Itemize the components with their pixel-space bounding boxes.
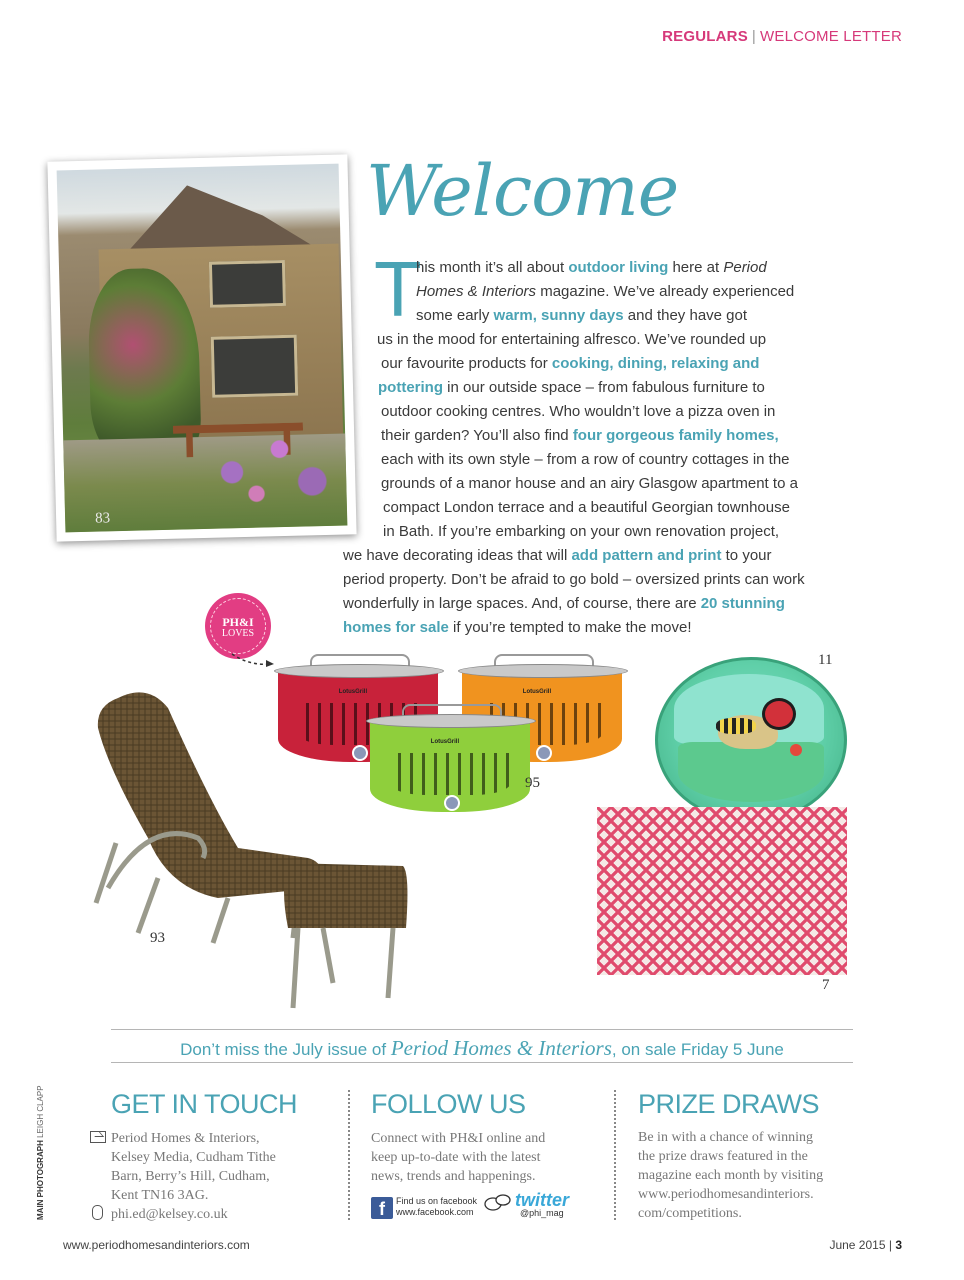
photo-page-ref: 83	[94, 510, 111, 527]
mail-icon	[90, 1131, 106, 1143]
chair-page-ref: 93	[150, 930, 165, 946]
body-line	[381, 424, 779, 448]
rug-page-ref: 7	[822, 977, 830, 993]
header-separator: |	[751, 28, 757, 45]
body-text-segment: in our outside space – from fabulous furniture to	[443, 379, 765, 396]
highlight-phrase: outdoor living	[568, 259, 669, 276]
footer-date	[829, 1238, 902, 1252]
plate-page-ref: 11	[818, 652, 833, 668]
body-line	[383, 496, 790, 520]
main-photograph	[57, 164, 348, 533]
prize-line: com/competitions.	[638, 1206, 742, 1221]
body-text-segment: in Bath. If you’re embarking on your own renovation project,	[383, 523, 780, 540]
prize-draws-title: PRIZE DRAWS	[638, 1089, 820, 1119]
address-line: Kent TN16 3AG.	[111, 1188, 209, 1203]
body-text-segment: magazine. We’ve already experienced	[536, 283, 795, 300]
body-text-segment: each with its own style – from a row of country cottages in the	[381, 451, 790, 468]
phi-loves-badge	[205, 593, 271, 659]
highlight-phrase: four gorgeous family homes,	[572, 427, 779, 444]
welcome-title: Welcome	[366, 150, 679, 232]
grill-knob-icon	[536, 745, 552, 761]
next-issue-banner	[111, 1029, 853, 1063]
body-text-segment: period property. Don’t be afraid to go bold – oversized prints can work	[343, 571, 805, 588]
main-photograph-frame	[47, 154, 356, 541]
facebook-link[interactable]	[396, 1196, 477, 1218]
body-text-segment: we have decorating ideas that will	[343, 547, 572, 564]
follow-line: keep up-to-date with the latest	[371, 1150, 541, 1165]
banner-prefix: Don’t miss the July issue of	[180, 1040, 391, 1059]
body-line	[343, 592, 785, 616]
body-line	[381, 352, 759, 376]
prize-line: www.periodhomesandinteriors.	[638, 1187, 814, 1202]
banner-text	[111, 1036, 853, 1061]
body-text-segment: his month it’s all about	[416, 259, 569, 276]
address-line: Period Homes & Interiors,	[111, 1131, 260, 1146]
credit-label: MAIN PHOTOGRAPH	[36, 1140, 45, 1220]
address-line: Kelsey Media, Cudham Tithe	[111, 1150, 276, 1165]
lotus-grill	[370, 710, 530, 822]
body-line	[416, 256, 767, 280]
get-in-touch-title: GET IN TOUCH	[111, 1089, 298, 1119]
photo-window	[211, 335, 298, 398]
body-line	[381, 472, 798, 496]
highlight-phrase: warm, sunny days	[493, 307, 624, 324]
prize-line: magazine each month by visiting	[638, 1168, 824, 1183]
highlight-phrase: homes for sale	[343, 619, 449, 636]
subsection-label: WELCOME LETTER	[760, 28, 902, 45]
grill-knob-icon	[444, 795, 460, 811]
address-line: Barn, Berry’s Hill, Cudham,	[111, 1169, 270, 1184]
body-line	[381, 400, 775, 424]
body-text-segment: compact London terrace and a beautiful Georgian townhouse	[383, 499, 790, 516]
grill-brand: LotusGrill	[338, 689, 368, 696]
highlight-phrase: cooking, dining, relaxing and	[551, 355, 760, 372]
body-text-segment: their garden? You’ll also find	[381, 427, 573, 444]
patterned-rug	[597, 807, 847, 975]
body-text-segment: to your	[721, 547, 772, 564]
footer-url[interactable]: www.periodhomesandinteriors.com	[63, 1238, 250, 1252]
body-line	[343, 568, 805, 592]
body-text-segment: some early	[416, 307, 494, 324]
highlight-phrase: 20 stunning	[700, 595, 785, 612]
body-line	[416, 280, 794, 304]
column-divider	[614, 1090, 616, 1220]
grill-vents	[389, 753, 511, 796]
follow-line: news, trends and happenings.	[371, 1169, 536, 1184]
footer-sep: |	[888, 1238, 892, 1252]
body-text-segment: Homes & Interiors	[416, 283, 537, 300]
body-text-segment: and they have got	[623, 307, 748, 324]
body-text-segment: Period	[723, 259, 767, 276]
credit-name: LEIGH CLAPP	[36, 1085, 45, 1138]
grill-rim	[274, 664, 444, 678]
footer-date-text: June 2015	[829, 1238, 886, 1252]
badge-line1: PH&I	[222, 615, 254, 629]
body-text-segment: outdoor cooking centres. Who wouldn’t love a pizza oven in	[381, 403, 776, 420]
highlight-phrase: add pattern and print	[571, 547, 722, 564]
grill-brand: LotusGrill	[430, 739, 460, 746]
banner-magazine: Period Homes & Interiors	[390, 1036, 612, 1060]
drop-cap: T	[374, 245, 422, 333]
grill-page-ref: 95	[525, 775, 540, 791]
flower-icon	[790, 744, 802, 756]
bird-head	[762, 698, 796, 730]
banner-suffix: , on sale Friday 5 June	[611, 1040, 784, 1059]
body-line	[378, 376, 765, 400]
body-line	[343, 616, 692, 640]
contact-email[interactable]: phi.ed@kelsey.co.uk	[111, 1207, 228, 1222]
highlight-phrase: pottering	[378, 379, 443, 396]
goldfinch-plate	[655, 657, 847, 823]
section-header	[662, 28, 902, 45]
body-line	[343, 544, 772, 568]
body-line	[416, 304, 747, 328]
photo-flowers	[182, 404, 345, 518]
grill-brand: LotusGrill	[522, 689, 552, 696]
body-line	[381, 448, 790, 472]
badge-line2: LOVES	[221, 628, 255, 639]
follow-us-title: FOLLOW US	[371, 1089, 526, 1119]
prize-body	[638, 1128, 823, 1223]
grill-rim	[366, 714, 536, 728]
prize-line: the prize draws featured in the	[638, 1149, 808, 1164]
twitter-icon[interactable]: twitter	[515, 1190, 569, 1210]
badge-arrow-icon	[230, 652, 276, 668]
body-text-segment: our favourite products for	[381, 355, 552, 372]
body-text-segment: if you’re tempted to make the move!	[448, 619, 692, 636]
body-text-segment: us in the mood for entertaining alfresco. We’ve rounded up	[377, 331, 767, 348]
plate-ground	[678, 742, 824, 802]
twitter-handle[interactable]: @phi_mag	[520, 1208, 564, 1218]
facebook-line2: www.facebook.com	[396, 1207, 474, 1217]
contact-address	[111, 1129, 276, 1205]
grill-knob-icon	[352, 745, 368, 761]
follow-body	[371, 1129, 545, 1186]
facebook-icon[interactable]: f	[371, 1197, 393, 1219]
body-line	[383, 520, 779, 544]
bird-wing	[716, 718, 756, 734]
body-text-segment: grounds of a manor house and an airy Glasgow apartment to a	[381, 475, 798, 492]
facebook-line1: Find us on facebook	[396, 1196, 478, 1206]
grill-rim	[458, 664, 628, 678]
speech-bubbles-icon	[483, 1192, 513, 1214]
mouse-icon	[92, 1205, 103, 1220]
body-text-segment: wonderfully in large spaces. And, of course, there are	[343, 595, 701, 612]
body-line	[377, 328, 766, 352]
prize-line: Be in with a chance of winning	[638, 1130, 813, 1145]
photo-window	[209, 260, 286, 308]
section-label: REGULARS	[662, 28, 748, 45]
column-divider	[348, 1090, 350, 1220]
follow-line: Connect with PH&I online and	[371, 1131, 546, 1146]
photo-credit	[36, 1085, 45, 1220]
page-number: 3	[895, 1238, 902, 1252]
body-text-segment: here at	[668, 259, 724, 276]
